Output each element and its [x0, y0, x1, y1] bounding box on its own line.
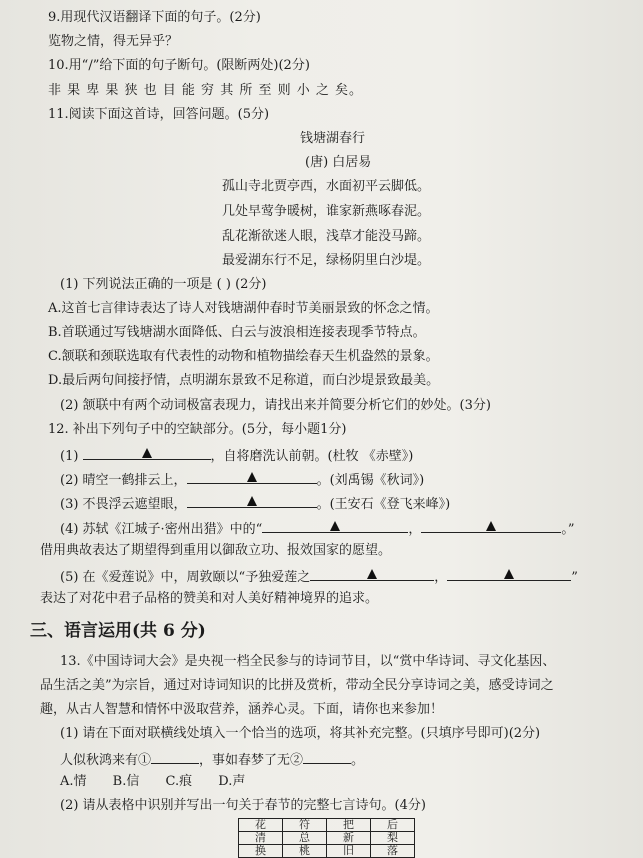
- table-cell: 把: [327, 819, 371, 832]
- choice-b: B.信: [112, 774, 140, 789]
- table-cell: 换: [239, 845, 283, 858]
- q13-intro-3: 趣，从古人智慧和情怀中汲取营养，涵养心灵。下面，请你也来参加！: [40, 702, 444, 717]
- q12-item-4-mid: ，: [408, 522, 422, 537]
- q11-option-c: C.颔联和颈联选取有代表性的动物和植物描绘春天生机盎然的景象。: [48, 349, 439, 364]
- table-cell: 旧: [327, 845, 371, 858]
- choice-c: C.痕: [165, 774, 193, 789]
- answer-blank-2[interactable]: [187, 469, 317, 484]
- q13-sub1: (1) 请在下面对联横线处填入一个恰当的选项，将其补充完整。(只填序号即可)(2分): [60, 726, 541, 741]
- q12-item-5-mid: ，: [434, 570, 448, 585]
- table-cell: 总: [283, 832, 327, 845]
- q10-sentence: 非 果 卑 果 狭 也 目 能 穷 其 所 至 则 小 之 矣。: [48, 83, 363, 98]
- table-row: [239, 845, 415, 858]
- q11-option-b: B.首联通过写钱塘湖水面降低、白云与波浪相连接表现季节特点。: [48, 325, 426, 340]
- triangle-marker-icon: [367, 569, 377, 579]
- q13-choices: [60, 773, 245, 791]
- q12-item-5-post: ”: [571, 570, 578, 585]
- choice-d: D.声: [218, 774, 246, 789]
- poem-line-2: 几处早莺争暖树，谁家新燕啄春泥。: [222, 204, 431, 219]
- q13-intro-1: 13.《中国诗词大会》是央视一档全民参与的诗词节目，以“赏中华诗词、寻文化基因、: [60, 654, 556, 669]
- q12-item-1: [60, 445, 413, 466]
- table-cell: 清: [239, 832, 283, 845]
- q12-item-4-pre: (4) 苏轼《江城子·密州出猎》中的“: [60, 522, 263, 537]
- q12-item-5-pre: (5) 在《爱莲说》中，周敦颐以“予独爱莲之: [60, 570, 311, 585]
- couplet-part-b: ，事如春梦了无②: [199, 753, 304, 768]
- answer-blank-4a[interactable]: [262, 518, 408, 533]
- answer-blank-5b[interactable]: [447, 566, 571, 581]
- triangle-marker-icon: [247, 496, 257, 506]
- choice-a: A.情: [60, 774, 87, 789]
- q12-item-3-pre: (3) 不畏浮云遮望眼，: [60, 497, 187, 512]
- table-cell: 新: [327, 832, 371, 845]
- q10-prompt: 10.用“/”给下面的句子断句。(限断两处)(2分): [48, 58, 310, 73]
- couplet-blank-2[interactable]: [303, 749, 351, 764]
- triangle-marker-icon: [142, 448, 152, 458]
- q13-intro-2: 品生活之美”为宗旨，通过对诗词知识的比拼及赏析，带动全民分享诗词之美，感受诗词之: [40, 678, 554, 693]
- q12-item-4: [60, 518, 575, 539]
- q13-sub2: (2) 请从表格中识别并写出一句关于春节的完整七言诗句。(4分): [60, 798, 426, 813]
- poem-line-1: 孤山寺北贾亭西，水面初平云脚低。: [222, 179, 431, 194]
- triangle-marker-icon: [486, 521, 496, 531]
- q9-prompt: 9.用现代汉语翻译下面的句子。(2分): [48, 10, 261, 25]
- q12-item-5-cont: 表达了对花中君子品格的赞美和对人美好精神境界的追求。: [40, 591, 379, 606]
- answer-blank-1[interactable]: [83, 445, 211, 460]
- poem-line-4: 最爱湖东行不足，绿杨阴里白沙堤。: [222, 253, 431, 268]
- table-row: [239, 832, 415, 845]
- section-3-title: 三、语言运用(共 6 分): [30, 621, 206, 641]
- q11-option-d: D.最后两句间接抒情，点明湖东景致不足称道，而白沙堤景致最美。: [48, 373, 440, 388]
- table-cell: 后: [371, 819, 415, 832]
- q13-couplet: [60, 749, 364, 770]
- table-cell: 梨: [371, 832, 415, 845]
- character-table: [238, 818, 415, 858]
- q12-prompt: 12. 补出下列句子中的空缺部分。(5分，每小题1分): [48, 422, 347, 437]
- q9-sentence: 览物之情，得无异乎？: [48, 34, 179, 49]
- table-cell: 落: [371, 845, 415, 858]
- q12-item-2-post: 。(刘禹锡《秋词》): [316, 473, 425, 488]
- q11-prompt: 11.阅读下面这首诗，回答问题。(5分): [48, 107, 270, 122]
- table-cell: 桃: [283, 845, 327, 858]
- table-cell: 符: [283, 819, 327, 832]
- poem-title: 钱塘湖春行: [300, 131, 366, 146]
- answer-blank-5a[interactable]: [310, 566, 434, 581]
- q12-item-1-pre: (1): [60, 449, 83, 464]
- couplet-blank-1[interactable]: [151, 749, 199, 764]
- triangle-marker-icon: [504, 569, 514, 579]
- q11-sub1: (1) 下列说法正确的一项是 ( ) (2分): [60, 277, 267, 292]
- q12-item-3-post: 。(王安石《登飞来峰》): [316, 497, 451, 512]
- q12-item-1-post: ，自将磨洗认前朝。(杜牧 《赤壁》): [210, 449, 414, 464]
- q11-sub2: (2) 颔联中有两个动词极富表现力，请找出来并简要分析它们的妙处。(3分): [60, 398, 491, 413]
- couplet-part-c: 。: [351, 753, 365, 768]
- poem-line-3: 乱花渐欲迷人眼，浅草才能没马蹄。: [222, 229, 431, 244]
- q12-item-3: [60, 493, 450, 514]
- q12-item-2-pre: (2) 晴空一鹤排云上，: [60, 473, 187, 488]
- poem-author: (唐) 白居易: [305, 155, 372, 170]
- couplet-part-a: 人似秋鸿来有①: [60, 753, 152, 768]
- triangle-marker-icon: [247, 472, 257, 482]
- table-cell: 花: [239, 819, 283, 832]
- q12-item-4-cont: 借用典故表达了期望得到重用以御敌立功、报效国家的愿望。: [40, 543, 392, 558]
- q12-item-5: [60, 566, 578, 587]
- q12-item-4-post: 。”: [561, 522, 575, 537]
- q12-item-2: [60, 469, 424, 490]
- q11-option-a: A.这首七言律诗表达了诗人对钱塘湖仲春时节美丽景致的怀念之情。: [48, 301, 439, 316]
- answer-blank-3[interactable]: [187, 493, 317, 508]
- table-row: [239, 819, 415, 832]
- answer-blank-4b[interactable]: [421, 518, 561, 533]
- triangle-marker-icon: [330, 521, 340, 531]
